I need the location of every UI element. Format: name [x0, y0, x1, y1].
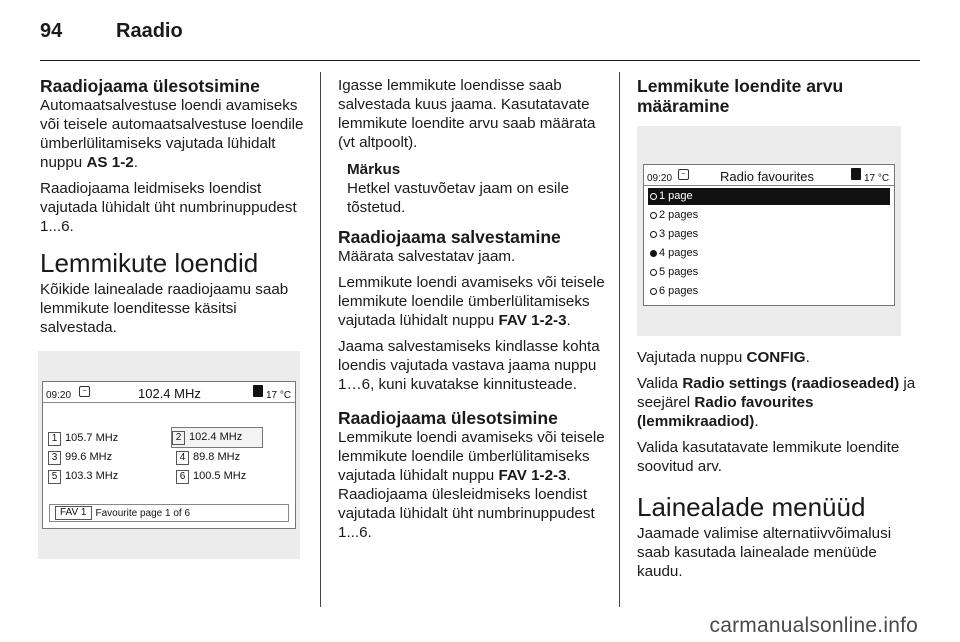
option-1-page: 1 page — [648, 188, 890, 205]
note-text: Hetkel vastuvõetav jaam on esile tõstetud. — [347, 180, 570, 216]
paragraph: Lemmikute loendi avamiseks või teisele lemmikute loendile ümberlülitamiseks vajutada lühidalt nuppu FAV 1-2-3. Raadiojaama ülesleidmiseks loendist vajutada lühidalt üht numbrinuppudest 1...6. — [338, 429, 605, 541]
preset-6: 6 100.5 MHz — [176, 467, 246, 486]
page-header — [40, 20, 183, 43]
paragraph: Valida kasutatavate lemmikute loendite soovitud arv. — [637, 439, 900, 475]
frequency-title: 102.4 MHz — [138, 386, 201, 401]
paragraph: Automaatsalvestuse loendi avamiseks või teisele automaatsalvestuse loendile ümberlülitamiseks vajutada lühidalt nuppu AS 1-2. — [40, 97, 304, 171]
preset-4: 4 89.8 MHz — [176, 448, 240, 467]
clock: 09:20 — [647, 173, 673, 184]
paragraph: Vajutada nuppu CONFIG. — [637, 349, 810, 366]
column-divider — [619, 72, 620, 607]
screen-status-bar — [644, 165, 894, 186]
paragraph: Kõikide lainealade raadiojaamu saab lemmikute loenditesse käsitsi salvestada. — [40, 281, 289, 336]
thermometer-icon — [253, 385, 263, 397]
option-6-pages: 6 pages — [648, 283, 890, 300]
radio-icon: ~ — [678, 169, 689, 180]
column-2 — [338, 76, 606, 549]
heading-favourites-count: Lemmikute loendite arvu määramine — [637, 76, 844, 116]
fav-tag: FAV 1 — [55, 506, 92, 520]
header-rule — [40, 60, 920, 61]
option-4-pages: 4 pages — [648, 245, 890, 262]
thermometer-icon — [851, 168, 861, 180]
column-divider — [320, 72, 321, 607]
button-ref: FAV 1-2-3 — [498, 312, 567, 329]
note-title: Märkus — [347, 161, 401, 178]
preset-2: 2 102.4 MHz — [171, 427, 263, 448]
paragraph: Lemmikute loendi avamiseks või teisele lemmikute loendile ümberlülitamiseks vajutada lühidalt nuppu FAV 1-2-3. — [338, 274, 605, 329]
button-ref: AS 1-2 — [86, 154, 134, 171]
paragraph: Raadiojaama leidmiseks loendist vajutada lühidalt üht numbrinuppudest 1...6. — [40, 180, 297, 235]
column-1 — [40, 76, 306, 559]
section-title: Raadio — [116, 20, 183, 42]
heading-favourites: Lemmikute loendid — [40, 248, 259, 278]
paragraph: Igasse lemmikute loendisse saab salvestada kuus jaama. Kasutatavate lemmikute loendite arvu saab määrata (vt altpoolt). — [338, 77, 596, 151]
option-5-pages: 5 pages — [648, 264, 890, 281]
button-ref: CONFIG — [746, 349, 806, 366]
menu-ref: Radio favourites (lemmikraadiod) — [637, 394, 814, 430]
screen-title: Radio favourites — [720, 169, 814, 184]
heading-autosave-search: Raadiojaama ülesotsimine — [40, 76, 260, 96]
preset-1: 1 105.7 MHz — [48, 429, 118, 448]
menu-ref: Radio settings (raadioseaded) — [682, 375, 900, 392]
paragraph: Jaama salvestamiseks kindlasse kohta loendis vajutada vastava jaama nuppu 1…6, kuni kuvatakse kinnitusteade. — [338, 338, 600, 393]
option-3-pages: 3 pages — [648, 226, 890, 243]
column-3 — [637, 76, 917, 588]
option-2-pages: 2 pages — [648, 207, 890, 224]
screen-status-bar — [43, 382, 295, 403]
paragraph: Valida Radio settings (raadioseaded) ja seejärel Radio favourites (lemmikraadiod). — [637, 375, 916, 430]
radio-screen-image — [38, 351, 300, 559]
radio-favourites-screen-image — [637, 126, 901, 336]
preset-3: 3 99.6 MHz — [48, 448, 112, 467]
preset-5: 5 103.3 MHz — [48, 467, 118, 486]
button-ref: FAV 1-2-3 — [498, 467, 567, 484]
temperature: 17 °C — [266, 390, 292, 401]
favourite-page-bar — [49, 504, 289, 522]
paragraph: Jaamade valimise alternatiivvõimalusi saab kasutada lainealade menüüde kaudu. — [637, 525, 892, 580]
favourite-page-text: Favourite page 1 of 6 — [95, 507, 191, 519]
heading-save-station: Raadiojaama salvestamine — [338, 227, 561, 247]
page-number: 94 — [40, 20, 63, 42]
paragraph: Määrata salvestatav jaam. — [338, 248, 516, 265]
clock: 09:20 — [46, 390, 72, 401]
temperature: 17 °C — [864, 173, 890, 184]
heading-band-menus: Lainealade menüüd — [637, 492, 866, 522]
heading-station-search: Raadiojaama ülesotsimine — [338, 408, 558, 428]
watermark: carmanualsonline.info — [709, 614, 918, 637]
radio-icon: ~ — [79, 386, 90, 397]
note — [338, 160, 606, 217]
